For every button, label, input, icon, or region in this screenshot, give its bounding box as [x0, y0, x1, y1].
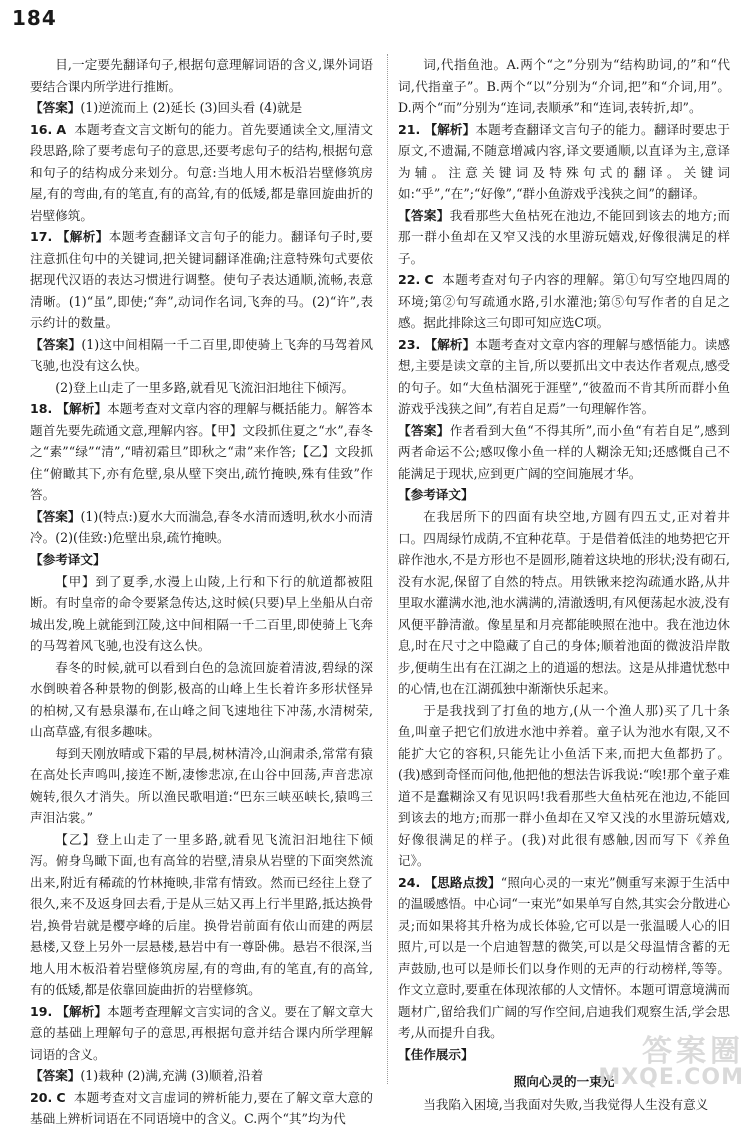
- question-text: “照向心灵的一束光”侧重写来源于生活中的温暖感悟。中心词“一束光”如果单写自然,其实会分散进心灵;而如果将其升格为成长体验,它可以是一张温暖人心的旧照片,可以是一个启迪智慧的微笑,可以是父母温情含蓄的无声鼓励,也可以是师长们以身作则的无声的行动榜样,等等。作文立意时,要重在体现浓郁的人文情怀。本题可谓意境满而题材广,留给我们广阔的写作空间,启迪我们观察生活,学会思考,从而提升自我。: [398, 874, 730, 1040]
- question-text: 本题考查对文章内容的理解与概括能力。解答本题首先要先疏通文意,理解内容。【甲】文段抓住夏之“水”,春冬之“素”“绿”“清”,“晴初霜旦”即秋之“肃”来作答;【乙】文段抓住“俯瞰其下,亦有危壁,泉从壁下突出,疏竹掩映,殊有佳致”作答。: [30, 401, 374, 502]
- answer-block: [30, 1065, 373, 1087]
- question-number: 24.: [398, 874, 421, 890]
- translation-paragraph: 当我陷入困境,当我面对失败,当我觉得人生没有意义: [423, 1096, 709, 1112]
- left-column: [30, 54, 374, 1126]
- answer-text: 我看那些大鱼枯死在池边,不能回到该去的地方;而那一群小鱼却在又窄又浅的水里游玩嬉戏,好像很满足的样子。: [398, 207, 731, 266]
- watermark-line2: MXQE.COM: [598, 1065, 744, 1090]
- translation-paragraph: 【甲】到了夏季,水漫上山陵,上行和下行的航道都被阻断。有时皇帝的命令要紧急传达,这时候(只要)早上坐船从白帝城出发,晚上就能到江陵,这中间相隔一千二百里,即使骑上飞奔的马驾着风飞驰,也没有这么快。: [30, 573, 373, 653]
- question-number: 20.: [30, 1089, 53, 1105]
- two-column-text: [30, 54, 731, 1126]
- answer-block: [398, 420, 730, 485]
- analysis-tag: 【解析】: [56, 401, 108, 416]
- question-text: 本题考查对文言虚词的辨析能力,要在了解文章大意的基础上辨析词语在不同语境中的含义。C.两个“其”均为代: [30, 1089, 373, 1126]
- question-number: 19.: [30, 1003, 53, 1019]
- translation-paragraph: 【乙】登上山走了一里多路,就看见飞流汩汩地往下倾泻。俯身鸟瞰下面,也有高耸的岩壁,清泉从岩壁的下面突然流出来,附近有稀疏的竹林掩映,非常有情致。然而已经往上登了很久,来不及返身回去看,于是从三姑又再上行半里路,抵达换骨岩,换骨岩就是樱亭峰的后崖。换骨岩前面有依山而建的两层悬楼,又登上另外一层悬楼,悬岩中有一尊卧佛。悬岩不很深,当地人用木板沿着岩壁修筑房屋,有的弯曲,有的笔直,有的高耸,有的低矮,都是依靠回旋曲折的岩壁修筑。: [30, 831, 373, 997]
- analysis-tag: 【解析】: [424, 336, 476, 352]
- section-heading: 【参考译文】: [398, 487, 474, 502]
- question-block: [30, 398, 373, 506]
- answer-text: (1)逆流而上 (2)延长 (3)回头看 (4)就是: [80, 100, 303, 115]
- question-block: [30, 119, 373, 227]
- question-text: 本题考查文言文断句的能力。首先要通读全文,厘清文段思路,除了要考虑句子的意思,还要考虑句子的结构,根据句意和句子的结构成分来划分。句意:当地人用木板沿岩壁修筑房屋,有的弯曲,有的笔直,有的高耸,有的低矮,都是靠回旋曲折的岩壁修筑。: [30, 121, 373, 223]
- text-paragraph: 词,代指鱼池。A.两个“之”分别为“结构助词,的”和“代词,代指童子”。B.两个“以”分别为“介词,把”和“介词,用”。D.两个“而”分别为“连词,表顺承”和“连词,表转折,却”。: [398, 57, 730, 115]
- question-number: 22.: [398, 272, 421, 287]
- page-number: 184: [12, 6, 57, 30]
- question-text: 本题考查对句子内容的理解。第①句写空地四周的环境;第②句写疏通水路,引水灌池;第⑤句写作者的自足之感。据此排除这三句即可知应选C项。: [398, 272, 730, 330]
- text-paragraph: (2)登上山走了一里多路,就看见飞流汩汩地往下倾泻。: [55, 379, 355, 395]
- question-block: [30, 1087, 373, 1130]
- answer-tag: 【答案】: [398, 422, 450, 438]
- translation-paragraph: 每到天刚放晴或下霜的早晨,树林清冷,山涧肃杀,常常有猿在高处长声鸣叫,接连不断,凄惨悲凉,在山谷中回荡,声音悲凉婉转,很久才消失。所以渔民歌唱道:“巴东三峡巫峡长,猿鸣三声泪沾裳。”: [30, 745, 373, 825]
- question-number: 18.: [30, 401, 53, 416]
- question-text: 本题考查对文章内容的理解与感悟能力。读感想,主要是读文章的主旨,所以要抓出文中表达作者观点,感受的句子。如“大鱼枯涸死于涯壁”,“彼盈而不肯其所而群小鱼游戏乎浅狭之间”,有若自足焉”一句理解作答。: [398, 336, 731, 416]
- text-paragraph: 目,一定要先翻译句子,根据句意理解词语的含义,课外词语要结合课内所学进行推断。: [30, 57, 373, 94]
- answer-block: [30, 506, 373, 549]
- essay-title: 照向心灵的一束光: [513, 1073, 615, 1089]
- analysis-tag: 【解析】: [56, 1003, 108, 1019]
- question-block: [398, 269, 730, 334]
- translation-paragraph: 春冬的时候,就可以看到白色的急流回旋着清波,碧绿的深水倒映着各种景物的倒影,极高的山峰上生长着许多形状怪异的柏树,又有悬泉瀑布,在山峰之间飞速地往下冲荡,水清树荣,山高草盛,有很多趣味。: [30, 659, 373, 739]
- answer-tag: 【答案】: [30, 100, 81, 115]
- answer-block: [30, 334, 373, 377]
- translation-paragraph: 于是我找到了打鱼的地方,(从一个渔人那)买了几十条鱼,叫童子把它们放进水池中养着。童子认为池水有限,又不能扩大它的容积,只能先让小鱼活下来,而把大鱼都扔了。(我)感到奇怪而问他,他把他的想法告诉我说:“唉!那个童子难道不是蠢糊涂又有见识吗!我看那些大鱼枯死在池边,不能回到该去的地方;而那一群小鱼却在又窄又浅的水里游玩嬉戏,好像很满足的样子。(我)对此很有感触,因而写下《养鱼记》。: [398, 702, 730, 868]
- answer-tag: 【答案】: [398, 207, 450, 223]
- answer-letter: C: [56, 1089, 66, 1105]
- question-number: 23.: [398, 336, 421, 352]
- section-heading: 【佳作展示】: [398, 1046, 474, 1062]
- analysis-tag: 【思路点拨】: [424, 874, 501, 890]
- answer-block: [398, 205, 730, 270]
- answer-letter: A: [56, 121, 67, 137]
- section-heading: 【参考译文】: [30, 551, 106, 567]
- answer-text: (1)(特点:)夏水大而湍急,春冬水清而透明,秋水小而清冷。(2)(佳致:)危壁出泉,疏竹掩映。: [30, 508, 373, 545]
- question-number: 21.: [398, 121, 421, 137]
- answer-text: (1)这中间相隔一千二百里,即使骑上飞奔的马驾着风飞驰,也没有这么快。: [30, 336, 374, 373]
- watermark-logo: [598, 1034, 744, 1090]
- answer-text: 作者看到大鱼“不得其所”,而小鱼“有若自足”,感到两者命运不公;感叹像小鱼一样的人糊涂无知;还感慨自己不能满足于现状,应到更广阔的空间施展才华。: [398, 422, 731, 481]
- answer-tag: 【答案】: [30, 508, 81, 524]
- question-block: [398, 119, 730, 205]
- translation-paragraph: 在我居所下的四面有块空地,方圆有四五丈,正对着井口。四周绿竹成荫,不宜种花草。于是借着低洼的地势把它开辟作池水,不是方形也不是圆形,随着这块地的形状;没有砌石,没有水泥,保留了自然的特点。用铁锹来挖沟疏通水路,从井里取水灌满水池,池水满满的,清澈透明,有风便荡起水波,没有风便平静清澈。像星星和月亮都能映照在池中。我在池边休息,时在尺寸之中隐藏了自己的身体;顺着池面的微波沿岸散步,便萌生出有在江湖之上的逍遥的想法。这是从排遣忧愁中的心情,也在江湖孤独中渐渐快乐起来。: [398, 509, 730, 696]
- question-block: [398, 334, 730, 420]
- question-number: 16.: [30, 121, 53, 137]
- analysis-tag: 【解析】: [424, 121, 476, 137]
- answer-text: (1)栽种 (2)满,充满 (3)顺着,沿着: [80, 1068, 264, 1083]
- question-block: [30, 226, 373, 334]
- question-text: 本题考查翻译文言句子的能力。翻译时要忠于原文,不遗漏,不随意增减内容,译文要通顺,以直译为主,意译为辅。注意关键词及特殊句式的翻译。关键词如:“乎”,“在”;“好像”,“群小鱼游戏乎浅狭之间”的翻译。: [398, 121, 731, 201]
- answer-tag: 【答案】: [30, 336, 82, 352]
- question-block: [30, 1001, 373, 1066]
- answer-block: [30, 97, 373, 119]
- question-block: [398, 872, 730, 1044]
- answer-tag: 【答案】: [30, 1068, 81, 1083]
- right-column: [387, 54, 731, 1112]
- watermark-line1: 答案圈: [642, 1034, 744, 1069]
- question-text: 本题考查翻译文言句子的能力。翻译句子时,要注意抓住句中的关键词,把关键词翻译准确;注意特殊句式要依据现代汉语的表达习惯进行调整。使句子表达通顺,流畅,表意清晰。(1)“虽”,即使;“奔”,动词作名词,飞奔的马。(2)“许”,表示约计的数量。: [30, 229, 373, 330]
- question-text: 本题考查理解文言实词的含义。要在了解文章大意的基础上理解句子的意思,再根据句意并结合课内所学理解词语的含义。: [30, 1003, 374, 1062]
- answer-letter: C: [424, 272, 434, 287]
- analysis-tag: 【解析】: [56, 229, 109, 244]
- question-number: 17.: [30, 229, 53, 244]
